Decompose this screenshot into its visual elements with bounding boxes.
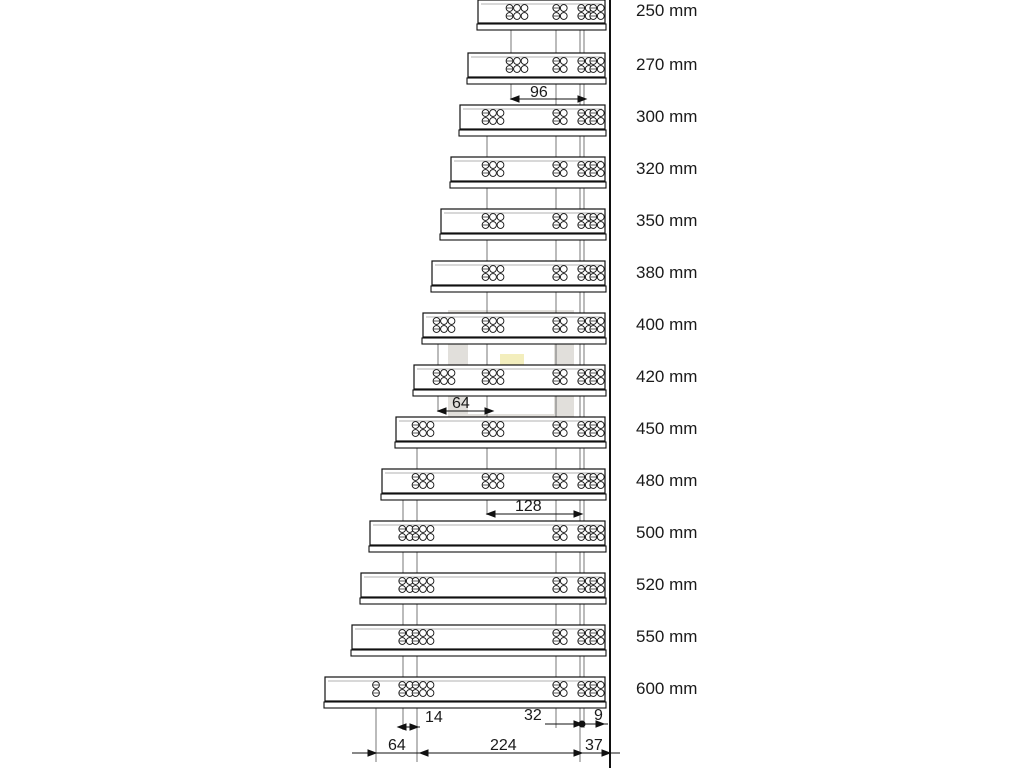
screw-hole-icon [490, 274, 497, 281]
rail-300-mm [459, 105, 606, 136]
dim-128-arrow-left-icon [487, 511, 495, 517]
screw-hole-icon [420, 534, 427, 541]
rail-flange [459, 130, 606, 136]
rail-body [396, 417, 605, 441]
rail-length-label: 270 mm [636, 55, 698, 74]
screw-hole-icon [560, 170, 567, 177]
screw-hole-icon [420, 578, 427, 585]
screw-hole-icon [420, 630, 427, 637]
screw-hole-icon [560, 690, 567, 697]
rail-body [361, 573, 605, 597]
screw-hole-icon [448, 370, 455, 377]
screw-hole-icon [597, 5, 604, 12]
dim-96-arrow-right-icon [578, 96, 586, 102]
rail-600-mm [324, 677, 606, 708]
screw-hole-icon [497, 430, 504, 437]
rail-flange [324, 702, 606, 708]
screw-hole-icon [521, 58, 528, 65]
screw-hole-icon [560, 13, 567, 20]
screw-hole-icon [427, 482, 434, 489]
screw-hole-icon [521, 66, 528, 73]
rail-320-mm [450, 157, 606, 188]
rail-body [441, 209, 605, 233]
rail-length-label: 420 mm [636, 367, 698, 386]
screw-hole-icon [490, 370, 497, 377]
dim-14-text: 14 [425, 709, 443, 726]
screw-hole-icon [497, 318, 504, 325]
dim-37-arrow-icon [602, 750, 610, 756]
screw-hole-icon [597, 370, 604, 377]
screw-hole-icon [560, 482, 567, 489]
screw-hole-icon [497, 326, 504, 333]
screw-hole-icon [497, 378, 504, 385]
rail-flange [422, 338, 606, 344]
screw-hole-icon [597, 274, 604, 281]
screw-hole-icon [560, 682, 567, 689]
screw-hole-icon [560, 214, 567, 221]
screw-hole-icon [427, 534, 434, 541]
screw-hole-icon [560, 430, 567, 437]
screw-hole-icon [597, 266, 604, 273]
screw-hole-icon [560, 474, 567, 481]
screw-hole-icon [560, 5, 567, 12]
rail-length-label: 320 mm [636, 159, 698, 178]
rail-body [478, 0, 605, 23]
rail-flange [440, 234, 606, 240]
screw-hole-icon [597, 58, 604, 65]
rail-length-label: 350 mm [636, 211, 698, 230]
dim-64-mid-arrow-right-icon [485, 408, 493, 414]
screw-hole-icon [521, 5, 528, 12]
screw-hole-icon [420, 682, 427, 689]
dim-224-arrow-right-icon [574, 750, 582, 756]
dim-64-bottom-text: 64 [388, 737, 406, 754]
screw-hole-icon [597, 630, 604, 637]
screw-hole-icon [597, 66, 604, 73]
screw-hole-icon [597, 222, 604, 229]
screw-hole-icon [420, 690, 427, 697]
screw-hole-icon [427, 474, 434, 481]
screw-hole-icon [448, 378, 455, 385]
screw-hole-icon [497, 474, 504, 481]
rail-flange [450, 182, 606, 188]
screw-hole-icon [560, 526, 567, 533]
screw-hole-icon [597, 118, 604, 125]
dim-96-arrow-left-icon [511, 96, 519, 102]
screw-hole-icon [490, 482, 497, 489]
screw-hole-icon [497, 266, 504, 273]
screw-hole-icon [490, 430, 497, 437]
screw-hole-icon [420, 430, 427, 437]
rail-body [432, 261, 605, 285]
rail-520-mm [360, 573, 606, 604]
screw-hole-icon [597, 586, 604, 593]
screw-hole-icon [521, 13, 528, 20]
rail-length-label: 300 mm [636, 107, 698, 126]
screw-hole-icon [427, 430, 434, 437]
rail-body [414, 365, 605, 389]
screw-hole-icon [490, 474, 497, 481]
screw-hole-icon [597, 378, 604, 385]
screw-hole-icon [441, 370, 448, 377]
rail-body [352, 625, 605, 649]
screw-hole-icon [560, 378, 567, 385]
rail-flange [351, 650, 606, 656]
screw-hole-icon [427, 422, 434, 429]
rail-body [451, 157, 605, 181]
rail-480-mm [381, 469, 606, 500]
screw-hole-icon [560, 58, 567, 65]
rail-body [468, 53, 605, 77]
screw-hole-icon [448, 326, 455, 333]
rail-250-mm [477, 0, 606, 30]
rail-flange [431, 286, 606, 292]
dim-32-text: 32 [524, 707, 542, 724]
rail-550-mm [351, 625, 606, 656]
screw-hole-icon [597, 326, 604, 333]
screw-hole-icon [560, 370, 567, 377]
rail-body [460, 105, 605, 129]
screw-hole-icon [497, 274, 504, 281]
screw-hole-icon [420, 422, 427, 429]
screw-hole-icon [441, 378, 448, 385]
screw-hole-icon [490, 266, 497, 273]
rail-length-label: 400 mm [636, 315, 698, 334]
screw-hole-icon [514, 5, 521, 12]
dim-9-text: 9 [594, 707, 603, 724]
screw-hole-icon [597, 13, 604, 20]
screw-hole-icon [560, 638, 567, 645]
screw-hole-icon [560, 66, 567, 73]
rail-length-label: 500 mm [636, 523, 698, 542]
rail-420-mm [413, 365, 606, 396]
screw-hole-icon [560, 578, 567, 585]
screw-hole-icon [420, 586, 427, 593]
screw-hole-icon [497, 482, 504, 489]
screw-hole-icon [490, 326, 497, 333]
rail-flange [395, 442, 606, 448]
screw-hole-icon [441, 318, 448, 325]
rail-500-mm [369, 521, 606, 552]
screw-hole-icon [420, 474, 427, 481]
screw-hole-icon [514, 13, 521, 20]
dim-224-arrow-left-icon [420, 750, 428, 756]
rail-flange [360, 598, 606, 604]
screw-hole-icon [427, 586, 434, 593]
screw-hole-icon [560, 318, 567, 325]
screw-hole-icon [560, 326, 567, 333]
dim-9-dot-icon [579, 721, 585, 727]
dim-128-text: 128 [515, 498, 542, 515]
screw-hole-icon [597, 638, 604, 645]
screw-hole-icon [560, 266, 567, 273]
screw-hole-icon [490, 170, 497, 177]
screw-hole-icon [427, 578, 434, 585]
screw-hole-icon [560, 586, 567, 593]
dim-14-arrow-left-icon [398, 724, 406, 730]
screw-hole-icon [427, 682, 434, 689]
rail-body [382, 469, 605, 493]
rail-450-mm [395, 417, 606, 448]
screw-hole-icon [597, 430, 604, 437]
dim-37-text: 37 [585, 737, 603, 754]
screw-hole-icon [448, 318, 455, 325]
dim-128-arrow-right-icon [574, 511, 582, 517]
screw-hole-icon [597, 482, 604, 489]
rail-body [423, 313, 605, 337]
dim-96-text: 96 [530, 84, 548, 101]
screw-hole-icon [514, 58, 521, 65]
screw-hole-icon [490, 378, 497, 385]
screw-hole-icon [560, 534, 567, 541]
rail-350-mm [440, 209, 606, 240]
screw-hole-icon [490, 222, 497, 229]
rail-380-mm [431, 261, 606, 292]
screw-hole-icon [420, 482, 427, 489]
screw-hole-icon [490, 422, 497, 429]
rail-length-label: 600 mm [636, 679, 698, 698]
screw-hole-icon [427, 690, 434, 697]
screw-hole-icon [420, 526, 427, 533]
screw-hole-icon [490, 110, 497, 117]
screw-hole-icon [597, 474, 604, 481]
screw-hole-icon [597, 578, 604, 585]
screw-hole-icon [597, 682, 604, 689]
screw-hole-icon [427, 526, 434, 533]
dim-64-mid-text: 64 [452, 395, 470, 412]
rail-flange [413, 390, 606, 396]
screw-hole-icon [560, 422, 567, 429]
rail-270-mm [467, 53, 606, 84]
screw-hole-icon [560, 162, 567, 169]
screw-hole-icon [597, 162, 604, 169]
screw-hole-icon [597, 170, 604, 177]
screw-hole-icon [597, 422, 604, 429]
rail-length-label: 250 mm [636, 1, 698, 20]
screw-hole-icon [560, 274, 567, 281]
screw-hole-icon [427, 630, 434, 637]
rail-length-label: 520 mm [636, 575, 698, 594]
screw-hole-icon [420, 638, 427, 645]
screw-hole-icon [597, 690, 604, 697]
screw-hole-icon [490, 214, 497, 221]
screw-hole-icon [497, 110, 504, 117]
screw-hole-icon [560, 630, 567, 637]
rail-length-label: 380 mm [636, 263, 698, 282]
screw-hole-icon [597, 110, 604, 117]
screw-hole-icon [560, 118, 567, 125]
screw-hole-icon [514, 66, 521, 73]
screw-hole-icon [497, 170, 504, 177]
screw-hole-icon [497, 222, 504, 229]
screw-hole-icon [441, 326, 448, 333]
screw-hole-icon [597, 318, 604, 325]
rail-flange [381, 494, 606, 500]
screw-hole-icon [597, 526, 604, 533]
dim-224-text: 224 [490, 737, 517, 754]
screw-hole-icon [597, 214, 604, 221]
dim-64-bottom-arrow-right-icon [368, 750, 376, 756]
rail-flange [477, 24, 606, 30]
rail-length-labels [636, 1, 697, 698]
rail-body [370, 521, 605, 545]
screw-hole-icon [490, 118, 497, 125]
screw-hole-icon [490, 318, 497, 325]
rail-length-label: 480 mm [636, 471, 698, 490]
screw-hole-icon [560, 222, 567, 229]
rail-400-mm [422, 313, 606, 344]
screw-hole-icon [427, 638, 434, 645]
rail-body [325, 677, 605, 701]
screw-hole-icon [497, 214, 504, 221]
rail-length-label: 550 mm [636, 627, 698, 646]
screw-hole-icon [497, 370, 504, 377]
rail-flange [369, 546, 606, 552]
screw-hole-icon [597, 534, 604, 541]
screw-hole-icon [560, 110, 567, 117]
screw-hole-icon [497, 118, 504, 125]
screw-hole-icon [490, 162, 497, 169]
dim-64-mid-arrow-left-icon [438, 408, 446, 414]
screw-hole-icon [497, 422, 504, 429]
screw-hole-icon [497, 162, 504, 169]
rail-length-label: 450 mm [636, 419, 698, 438]
